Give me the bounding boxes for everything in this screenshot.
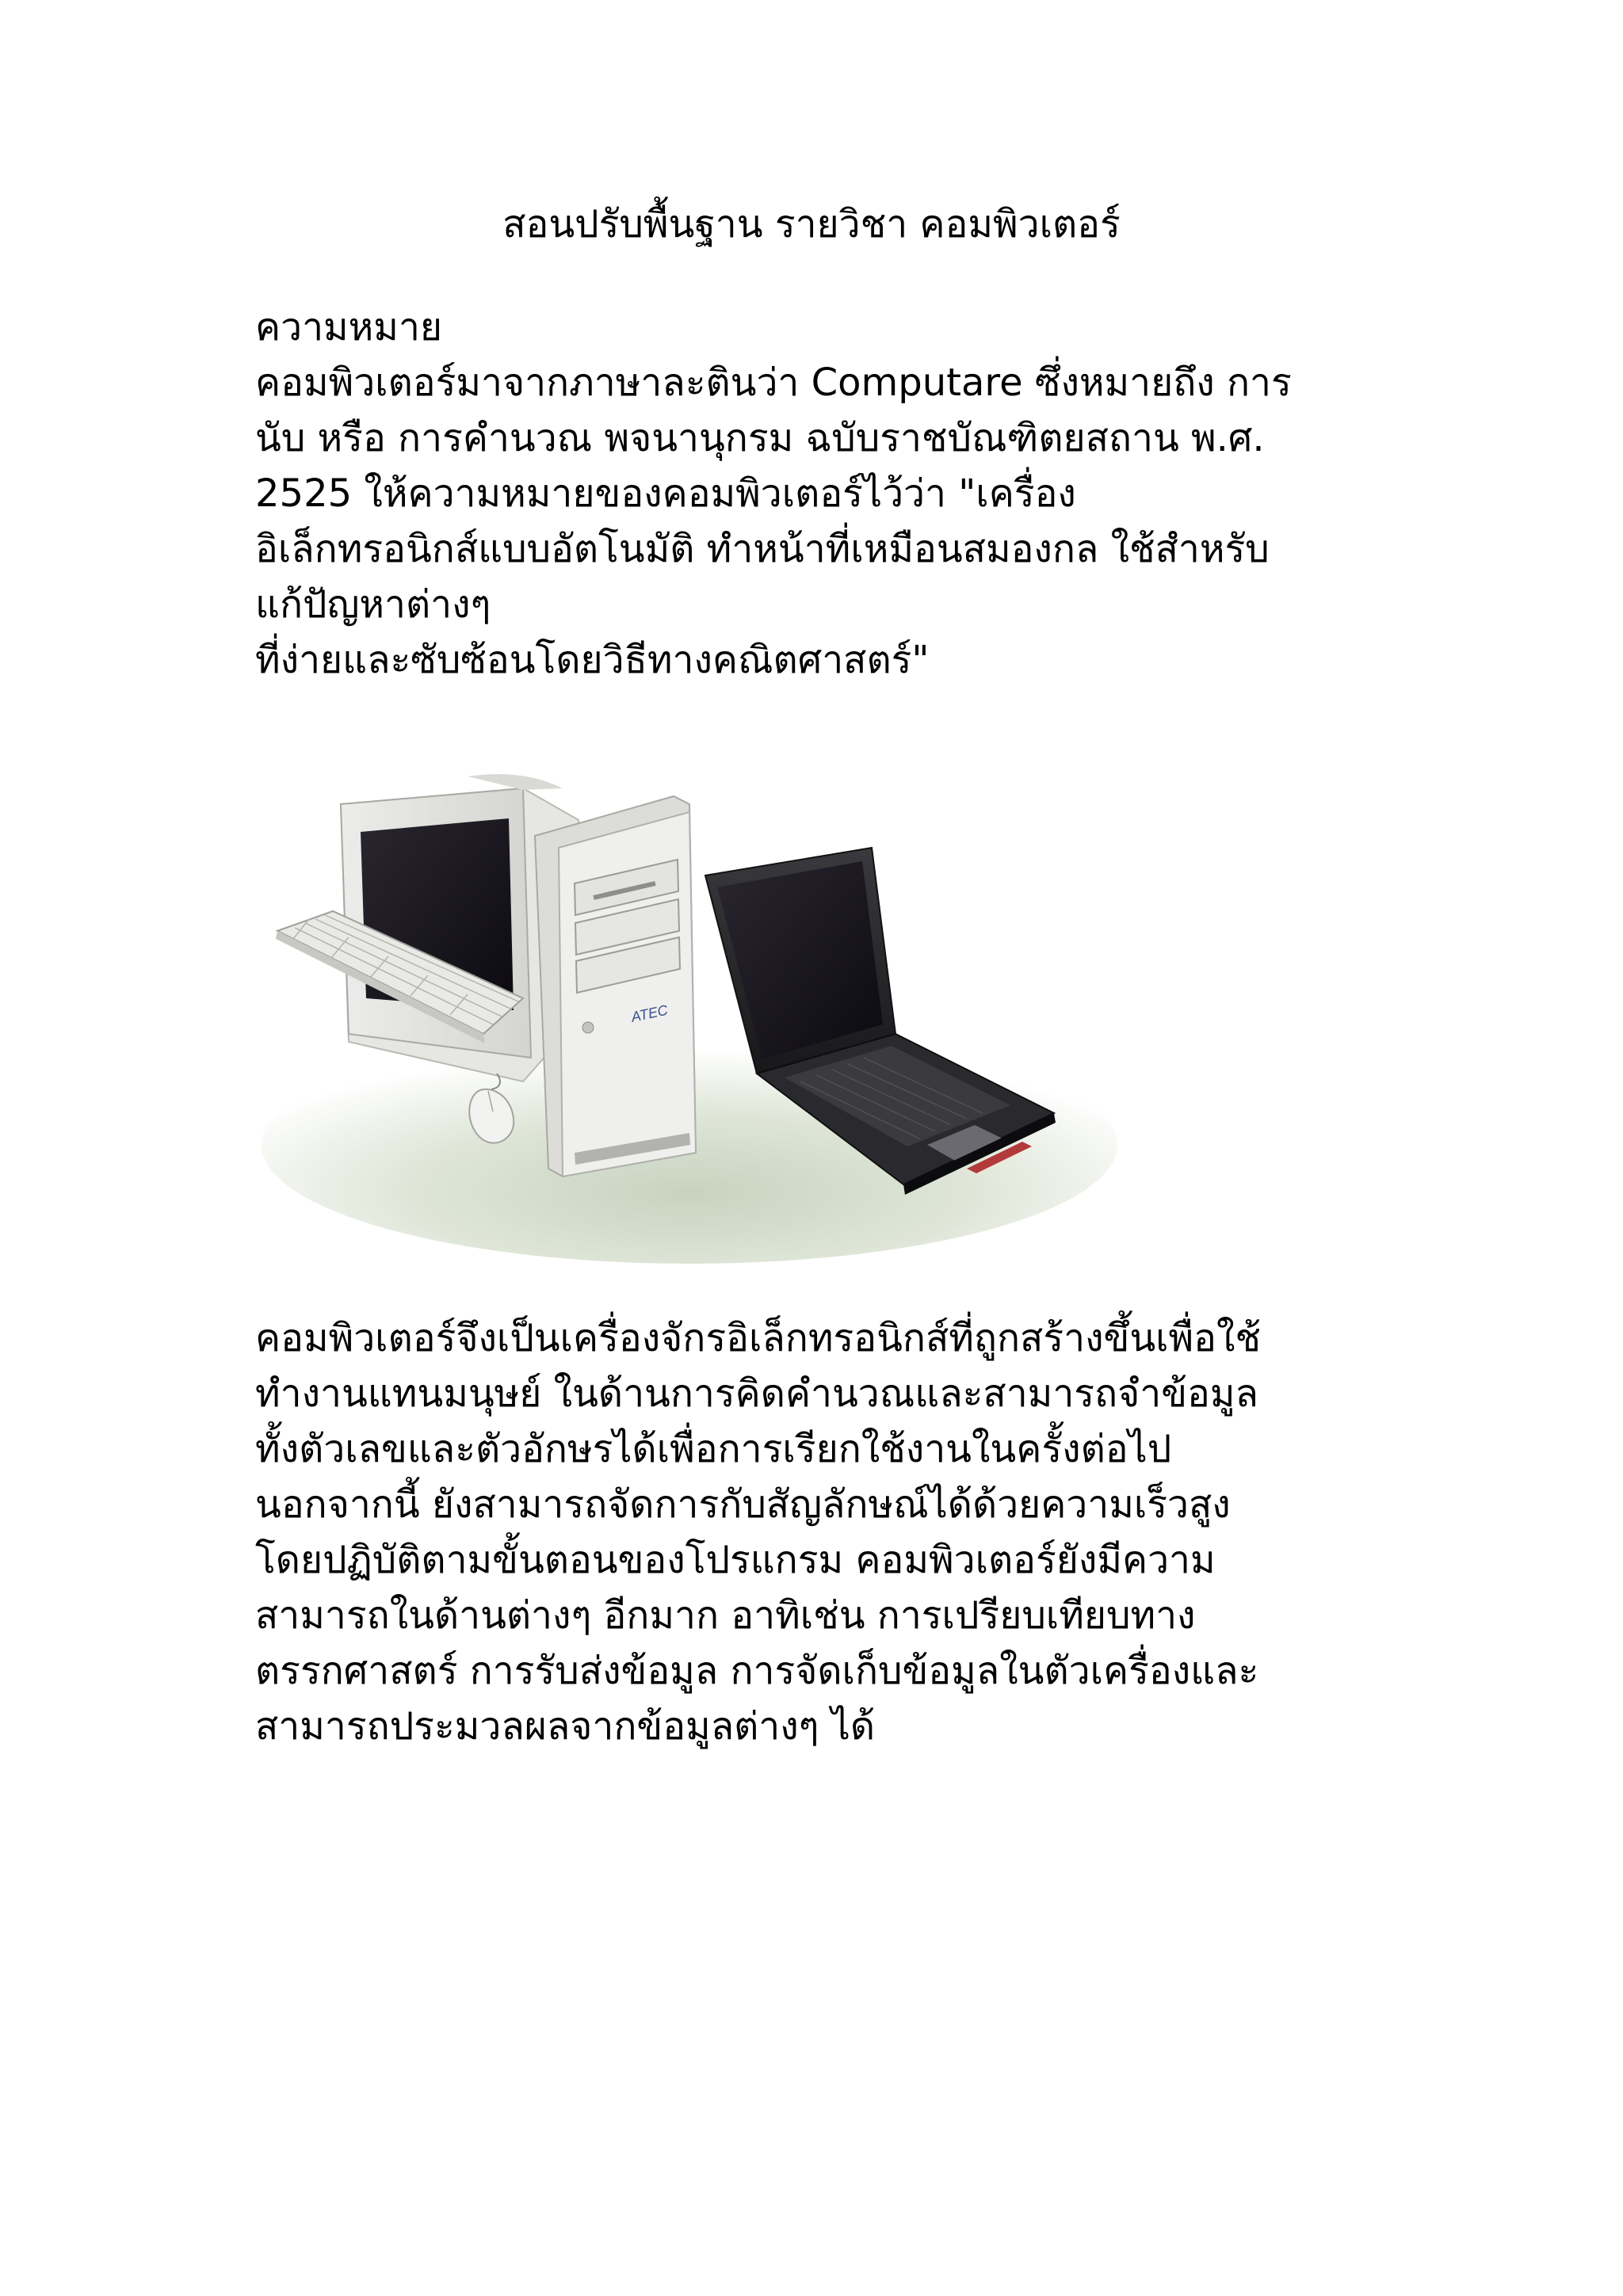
- section-heading: ความหมาย: [255, 305, 443, 349]
- intro-section: [255, 299, 1396, 688]
- intro-line: นับ หรือ การคำนวณ พจนานุกรม ฉบับราชบัณฑิตยสถาน พ.ศ.: [255, 416, 1265, 460]
- body-section: [255, 1310, 1396, 1754]
- body-line: คอมพิวเตอร์จึงเป็นเครื่องจักรอิเล็กทรอนิกส์ที่ถูกสร้างขึ้นเพื่อใช้: [255, 1316, 1262, 1360]
- body-line: สามารถในด้านต่างๆ อีกมาก อาทิเช่น การเปรียบเทียบทาง: [255, 1593, 1196, 1638]
- body-line: นอกจากนี้ ยังสามารถจัดการกับสัญลักษณ์ได้ด้วยความเร็วสูง: [255, 1482, 1231, 1527]
- brand-logo: ATEC: [629, 1001, 670, 1025]
- intro-line: อิเล็กทรอนิกส์แบบอัตโนมัติ ทำหน้าที่เหมือนสมองกล ใช้สำหรับ: [255, 527, 1270, 571]
- intro-line: 2525 ให้ความหมายของคอมพิวเตอร์ไว้ว่า "เครื่อง: [255, 471, 1076, 516]
- body-line: ตรรกศาสตร์ การรับส่งข้อมูล การจัดเก็บข้อมูลในตัวเครื่องและ: [255, 1649, 1259, 1693]
- body-line: ทั้งตัวเลขและตัวอักษรได้เพื่อการเรียกใช้งานในครั้งต่อไป: [255, 1427, 1172, 1471]
- intro-line: ที่ง่ายและซับซ้อนโดยวิธีทางคณิตศาสตร์": [255, 638, 930, 682]
- tower-case-icon: [535, 796, 696, 1177]
- body-line: สามารถประมวลผลจากข้อมูลต่างๆ ได้: [255, 1704, 876, 1749]
- document-title: สอนปรับพื้นฐาน รายวิชา คอมพิวเตอร์: [502, 202, 1121, 246]
- body-line: ทำงานแทนมนุษย์ ในด้านการคิดคำนวณและสามารถจำข้อมูล: [255, 1371, 1258, 1416]
- intro-line: คอมพิวเตอร์มาจากภาษาละตินว่า Computare ซึ่งหมายถึง การ: [255, 360, 1292, 405]
- computer-illustration: [262, 772, 1117, 1272]
- body-line: โดยปฏิบัติตามขั้นตอนของโปรแกรม คอมพิวเตอร์ยังมีความ: [255, 1538, 1216, 1582]
- intro-line: แก้ปัญหาต่างๆ: [255, 582, 491, 627]
